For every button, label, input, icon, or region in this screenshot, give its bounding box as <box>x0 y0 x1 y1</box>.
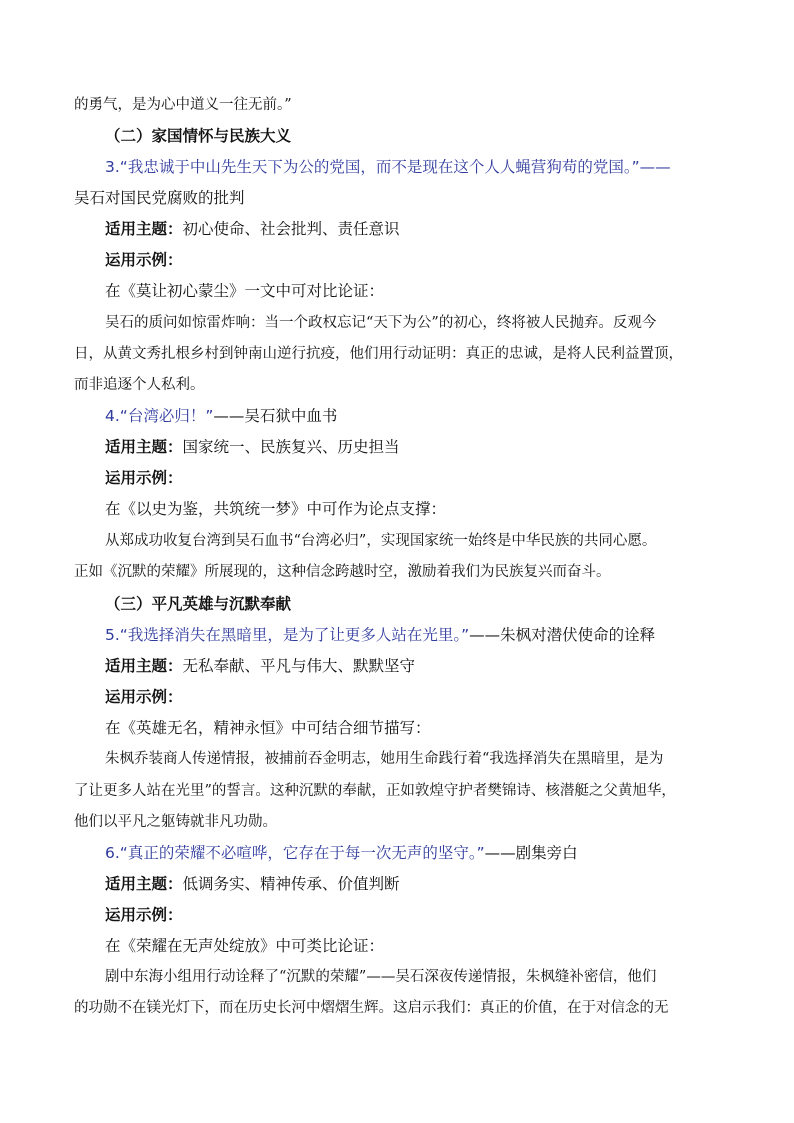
section-heading-3: （三）平凡英雄与沉默奉献 <box>105 595 292 613</box>
theme-3 <box>105 219 400 239</box>
theme-label: 适用主题： <box>105 875 183 893</box>
example-intro-6: 在《荣耀在无声处绽放》中可类比论证： <box>105 937 385 955</box>
quote-4-source: ——吴石狱中血书 <box>213 407 338 425</box>
theme-label: 适用主题： <box>105 438 183 456</box>
quote-4 <box>105 406 337 426</box>
quote-6-text: 6.“真正的荣耀不必喧哗，它存在于每一次无声的坚守。” <box>105 844 485 862</box>
theme-label: 适用主题： <box>105 657 183 675</box>
example-6-line-2: 的功勋不在镁光灯下，而在历史长河中熠熠生辉。这启示我们：真正的价值，在于对信念的无 <box>74 1000 669 1016</box>
theme-value: 初心使命、社会批判、责任意识 <box>182 220 400 238</box>
example-3-line-2: 日，从黄文秀扎根乡村到钟南山逆行抗疫，他们用行动证明：真正的忠诚，是将人民利益置顶， <box>74 346 683 362</box>
quote-4-text: 4.“台湾必归！” <box>105 407 214 425</box>
theme-4 <box>105 437 400 457</box>
theme-value: 低调务实、精神传承、价值判断 <box>182 875 400 893</box>
example-4-line-1: 从郑成功收复台湾到吴石血书“台湾必归”，实现国家统一始终是中华民族的共同心愿。 <box>105 533 657 549</box>
example-intro-5: 在《英雄无名，精神永恒》中可结合细节描写： <box>105 719 431 737</box>
example-label-5: 运用示例： <box>105 688 183 706</box>
quote-6 <box>105 843 578 863</box>
example-4-line-2: 正如《沉默的荣耀》所展现的，这种信念跨越时空，激励着我们为民族复兴而奋斗。 <box>74 564 611 580</box>
example-label-4: 运用示例： <box>105 469 183 487</box>
theme-label: 适用主题： <box>105 220 183 238</box>
example-5-line-1: 朱枫乔装商人传递情报，被捕前吞金明志，她用生命践行着“我选择消失在黑暗里，是为 <box>105 751 664 767</box>
example-5-line-3: 他们以平凡之躯铸就非凡功勋。 <box>74 814 277 830</box>
example-5-line-2: 了让更多人站在光里”的誓言。这种沉默的奉献，正如敦煌守护者樊锦诗、核潜艇之父黄旭华， <box>74 783 676 799</box>
section-heading-2: （二）家国情怀与民族大义 <box>105 127 292 145</box>
theme-value: 国家统一、民族复兴、历史担当 <box>182 438 400 456</box>
quote-3: 3.“我忠诚于中山先生天下为公的党国，而不是现在这个人人蝇营狗苟的党国。”—— <box>105 158 671 176</box>
example-6-line-1: 剧中东海小组用行动诠释了“沉默的荣耀”——吴石深夜传递情报，朱枫缝补密信，他们 <box>105 969 657 985</box>
example-3-line-1: 吴石的质问如惊雷炸响：当一个政权忘记“天下为公”的初心，终将被人民抛弃。反观今 <box>105 315 657 331</box>
theme-value: 无私奉献、平凡与伟大、默默坚守 <box>182 657 416 675</box>
quote-6-source: ——剧集旁白 <box>484 844 578 862</box>
quote-3-source: 吴石对国民党腐败的批判 <box>74 189 245 207</box>
example-intro-3: 在《莫让初心蒙尘》一文中可对比论证： <box>105 282 385 300</box>
quote-5-source: ——朱枫对潜伏使命的诠释 <box>469 626 656 644</box>
example-label-3: 运用示例： <box>105 251 183 269</box>
theme-5 <box>105 656 415 676</box>
example-3-line-3: 而非追逐个人私利。 <box>74 377 205 393</box>
quote-5-text: 5.“我选择消失在黑暗里，是为了让更多人站在光里。” <box>105 626 470 644</box>
example-label-6: 运用示例： <box>105 906 183 924</box>
theme-6 <box>105 874 400 894</box>
example-intro-4: 在《以史为鉴，共筑统一梦》中可作为论点支撑： <box>105 500 447 518</box>
quote-5 <box>105 625 655 645</box>
intro-tail-text: 的勇气，是为心中道义一往无前。” <box>74 97 292 113</box>
